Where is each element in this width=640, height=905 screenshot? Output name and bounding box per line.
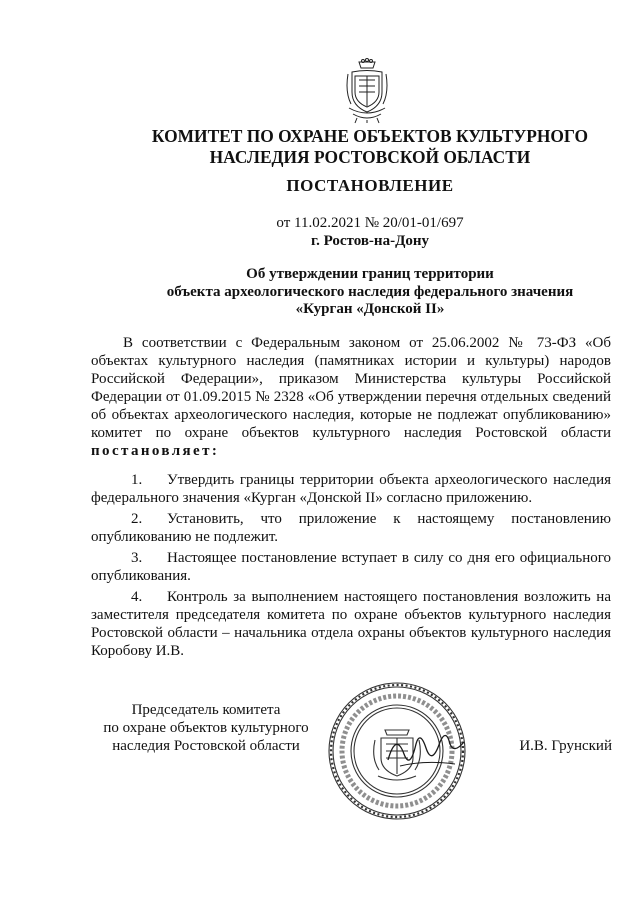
preamble-paragraph [91, 334, 611, 460]
item-text: Установить, что приложение к настоящему постановлению опубликованию не подлежит. [91, 511, 611, 545]
subject-line1: Об утверждении границ территории [246, 266, 494, 282]
item-text: Настоящее постановление вступает в силу со дня его официального опубликования. [91, 550, 611, 584]
decree-items [91, 471, 611, 663]
signer-line2: по охране объектов культурного [103, 720, 309, 736]
preamble-text: В соответствии с Федеральным законом от 25.06.2002 № 73-ФЗ «Об объектах культурного наследия (памятниках истории и культуры) народов Российской Федерации», приказом Министерства культуры Российской Федерации от 01.09.2015 № 2328 «Об утверждении перечня отдельных сведений об объектах археологического наследия, которые не подлежат опубликованию» комитет по охране объектов культурного наследия Ростовской области [91, 335, 611, 441]
organization-title [100, 126, 640, 168]
item-number: 1. [131, 472, 143, 488]
decree-item [91, 588, 611, 660]
decree-item [91, 471, 611, 507]
decree-word: постановляет: [91, 443, 220, 459]
document-type: ПОСТАНОВЛЕНИЕ [286, 176, 454, 195]
item-number: 2. [131, 511, 143, 527]
item-number: 4. [131, 589, 143, 605]
subject-line3: «Курган «Донской II» [295, 301, 445, 317]
signer-line3: наследия Ростовской области [112, 738, 300, 754]
item-text: Утвердить границы территории объекта археологического наследия федерального значения «Курган «Донской II» согласно приложению. [91, 472, 611, 506]
document-subject [100, 266, 640, 319]
decree-item [91, 549, 611, 585]
org-title-line1: КОМИТЕТ ПО ОХРАНЕ ОБЪЕКТОВ КУЛЬТУРНОГО [151, 126, 589, 146]
subject-line2: объекта археологического наследия федерального значения [166, 283, 574, 300]
city: г. Ростов-на-Дону [310, 233, 430, 249]
signature-icon [380, 720, 470, 780]
signer-line1: Председатель комитета [131, 702, 281, 718]
org-title-line2: НАСЛЕДИЯ РОСТОВСКОЙ ОБЛАСТИ [209, 147, 531, 167]
decree-item [91, 510, 611, 546]
item-number: 3. [131, 550, 143, 566]
signer-position [86, 701, 326, 755]
date-and-number: от 11.02.2021 № 20/01-01/697 [276, 215, 464, 231]
signer-name: И.В. Грунский [519, 738, 612, 754]
coat-of-arms-icon [343, 58, 391, 124]
item-text: Контроль за выполнением настоящего постановления возложить на заместителя председателя комитета по охране объектов культурного наследия Ростовской области – начальника отдела охраны объектов культурного наследия Коробову И.В. [91, 589, 611, 659]
